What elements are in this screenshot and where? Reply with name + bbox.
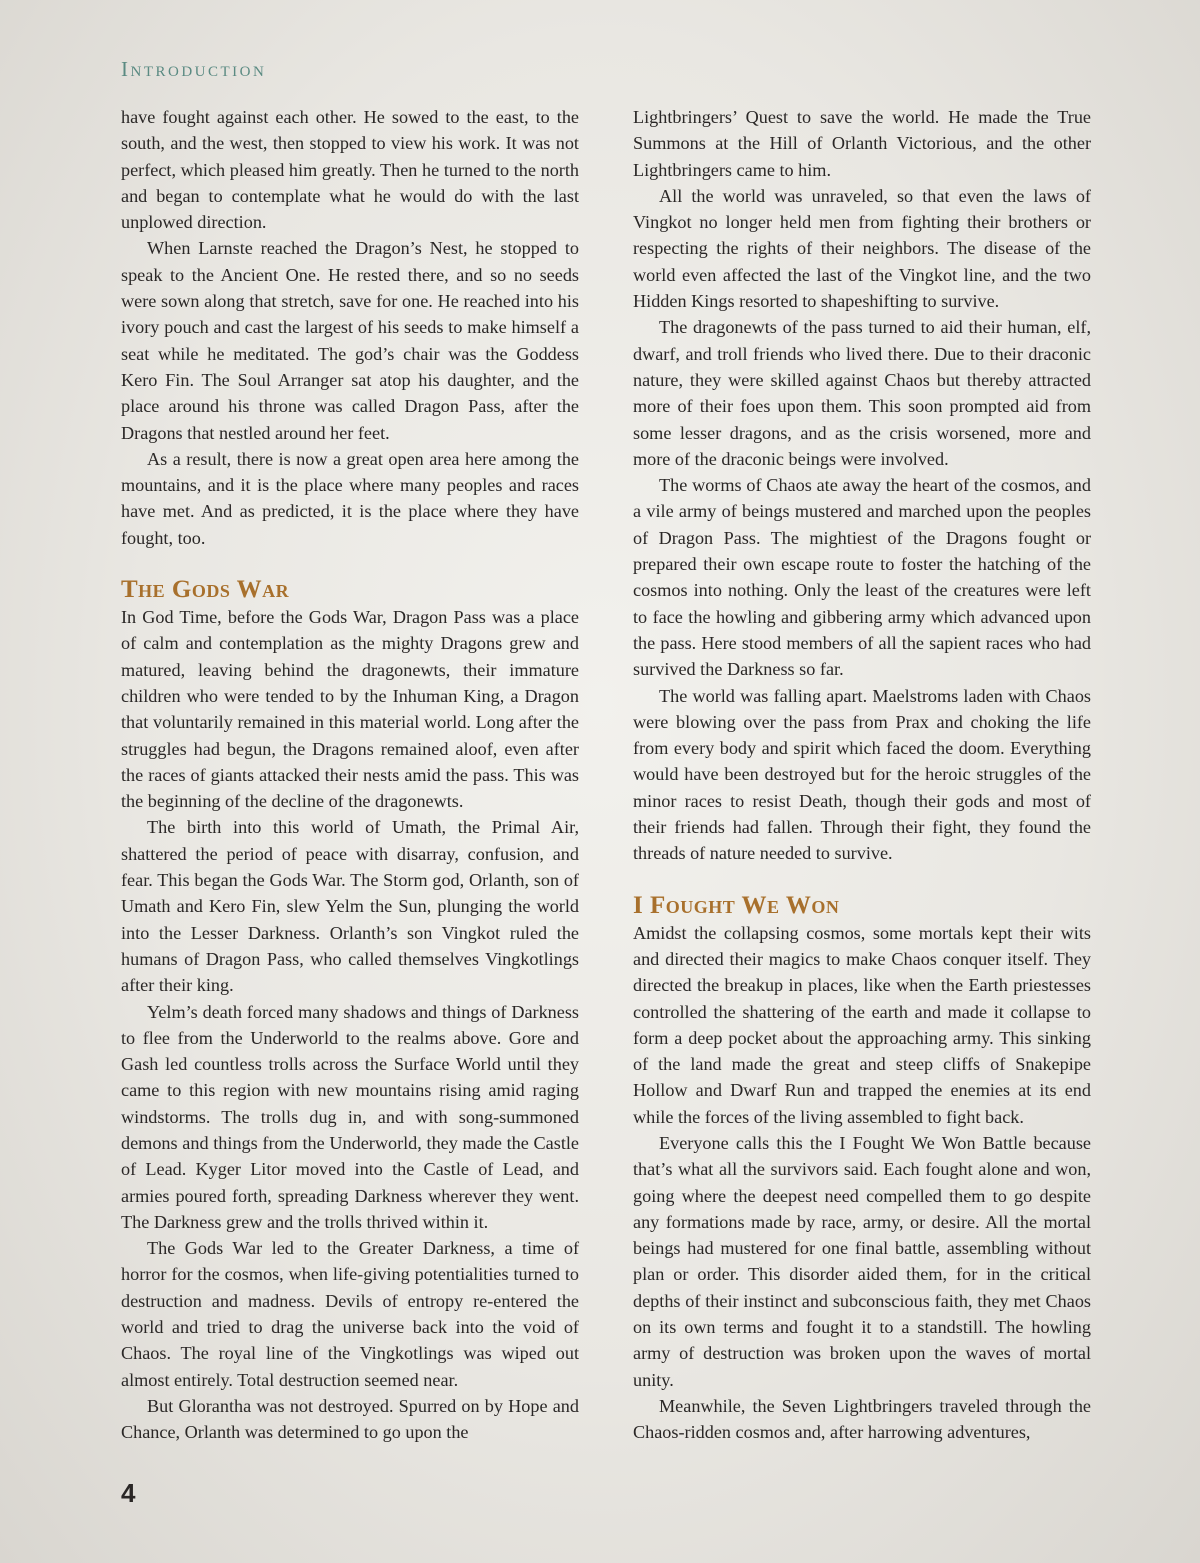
section-heading-i-fought-we-won: I Fought We Won <box>633 891 840 919</box>
paragraph: Yelm’s death forced many shadows and things of Darkness to flee from the Underworld to the realms above. Gore and Gash led countless trolls across the Surface World until they came to this region with new mountains rising amid raging windstorms. The trolls dug in, and with song-summoned demons and things from the Underworld, they made the Castle of Lead. Kyger Litor moved into the Castle of Lead, and armies poured forth, spreading Darkness wherever they went. The Darkness grew and the trolls thrived within it. <box>121 1001 579 1232</box>
paragraph: Lightbringers’ Quest to save the world. He made the True Summons at the Hill of Orlanth Victorious, and the other Lightbringers came to him. <box>633 107 1091 180</box>
paragraph: Amidst the collapsing cosmos, some mortals kept their wits and directed their magics to make Chaos conquer itself. They directed the breakup in places, like when the Earth priestesses controlled the shattering of the earth and made it collapse to form a deep pocket about the approaching army. This sinking of the land made the great and steep cliffs of Snakepipe Hollow and Dwarf Run and trapped the enemies at its end while the forces of the living assembled to fight back. <box>633 922 1091 1127</box>
left-column <box>121 104 579 1446</box>
paragraph: The birth into this world of Umath, the Primal Air, shattered the period of peace with disarray, confusion, and fear. This began the Gods War. The Storm god, Orlanth, son of Umath and Kero Fin, slew Yelm the Sun, plunging the world into the Lesser Darkness. Orlanth’s son Vingkot ruled the humans of Dragon Pass, who called themselves Vingkotlings after their king. <box>121 817 579 996</box>
paragraph: have fought against each other. He sowed to the east, to the south, and the west, then stopped to view his work. It was not perfect, which pleased him greatly. Then he turned to the north and began to contemplate what he would do with the last unplowed direction. <box>121 107 579 233</box>
paragraph: But Glorantha was not destroyed. Spurred on by Hope and Chance, Orlanth was determined to go upon the <box>121 1395 579 1443</box>
right-column <box>633 104 1091 1446</box>
paragraph: The dragonewts of the pass turned to aid their human, elf, dwarf, and troll friends who lived there. Due to their draconic nature, they were skilled against Chaos but thereby attracted more of their foes upon them. This soon prompted aid from some lesser dragons, and as the crisis worsened, more and more of the draconic beings were involved. <box>633 317 1091 469</box>
paragraph: Meanwhile, the Seven Lightbringers traveled through the Chaos-ridden cosmos and, after harrowing adventures, <box>633 1395 1091 1443</box>
page-number: 4 <box>121 1478 136 1508</box>
paragraph: In God Time, before the Gods War, Dragon Pass was a place of calm and contemplation as the mighty Dragons grew and matured, leaving behind the dragonewts, their immature children who were tended to by the Inhuman King, a Dragon that voluntarily remained in this material world. Long after the struggles had begun, the Dragons remained aloof, even after the races of giants attacked their nests amid the pass. This was the beginning of the decline of the dragonewts. <box>121 607 579 812</box>
paragraph: The worms of Chaos ate away the heart of the cosmos, and a vile army of beings mustered and marched upon the peoples of Dragon Pass. The mightiest of the Dragons fought or prepared their own escape route to foster the hatching of the cosmos into nothing. Only the least of the creatures were left to face the howling and gibbering army which advanced upon the pass. Here stood members of all the sapient races who had survived the Darkness so far. <box>633 475 1091 680</box>
paragraph: The Gods War led to the Greater Darkness, a time of horror for the cosmos, when life-giving potentialities turned to destruction and madness. Devils of entropy re-entered the world and tried to drag the universe back into the void of Chaos. The royal line of the Vingkotlings was wiped out almost entirely. Total destruction seemed near. <box>121 1238 579 1390</box>
paragraph: As a result, there is now a great open area here among the mountains, and it is the place where many peoples and races have met. And as predicted, it is the place where they have fought, too. <box>121 448 579 548</box>
section-heading-gods-war: The Gods War <box>121 576 290 604</box>
paragraph: When Larnste reached the Dragon’s Nest, he stopped to speak to the Ancient One. He rested there, and so no seeds were sown along that stretch, save for one. He reached into his ivory pouch and cast the largest of his seeds to make himself a seat while he meditated. The god’s chair was the Goddess Kero Fin. The Soul Arranger sat atop his daughter, and the place around his throne was called Dragon Pass, after the Dragons that nestled around her feet. <box>121 238 579 443</box>
paragraph: Everyone calls this the I Fought We Won Battle because that’s what all the survivors said. Each fought alone and won, going where the deepest need compelled them to go despite any formations made by race, army, or desire. All the mortal beings had mustered for one final battle, assembling without plan or order. This disorder aided them, for in the critical depths of their instinct and subconscious faith, they met Chaos on its own terms and fought it to a standstill. The howling army of destruction was broken upon the waves of mortal unity. <box>633 1132 1091 1390</box>
section-header: Introduction <box>121 57 267 81</box>
paragraph: The world was falling apart. Maelstroms laden with Chaos were blowing over the pass from Prax and choking the life from every body and spirit which faced the doom. Everything would have been destroyed but for the heroic struggles of the minor races to resist Death, though their gods and most of their friends had fallen. Through their fight, they found the threads of nature needed to survive. <box>633 685 1091 864</box>
paragraph: All the world was unraveled, so that even the laws of Vingkot no longer held men from fighting their brothers or respecting the rights of their neighbors. The disease of the world even affected the last of the Vingkot line, and the two Hidden Kings resorted to shapeshifting to survive. <box>633 185 1091 312</box>
